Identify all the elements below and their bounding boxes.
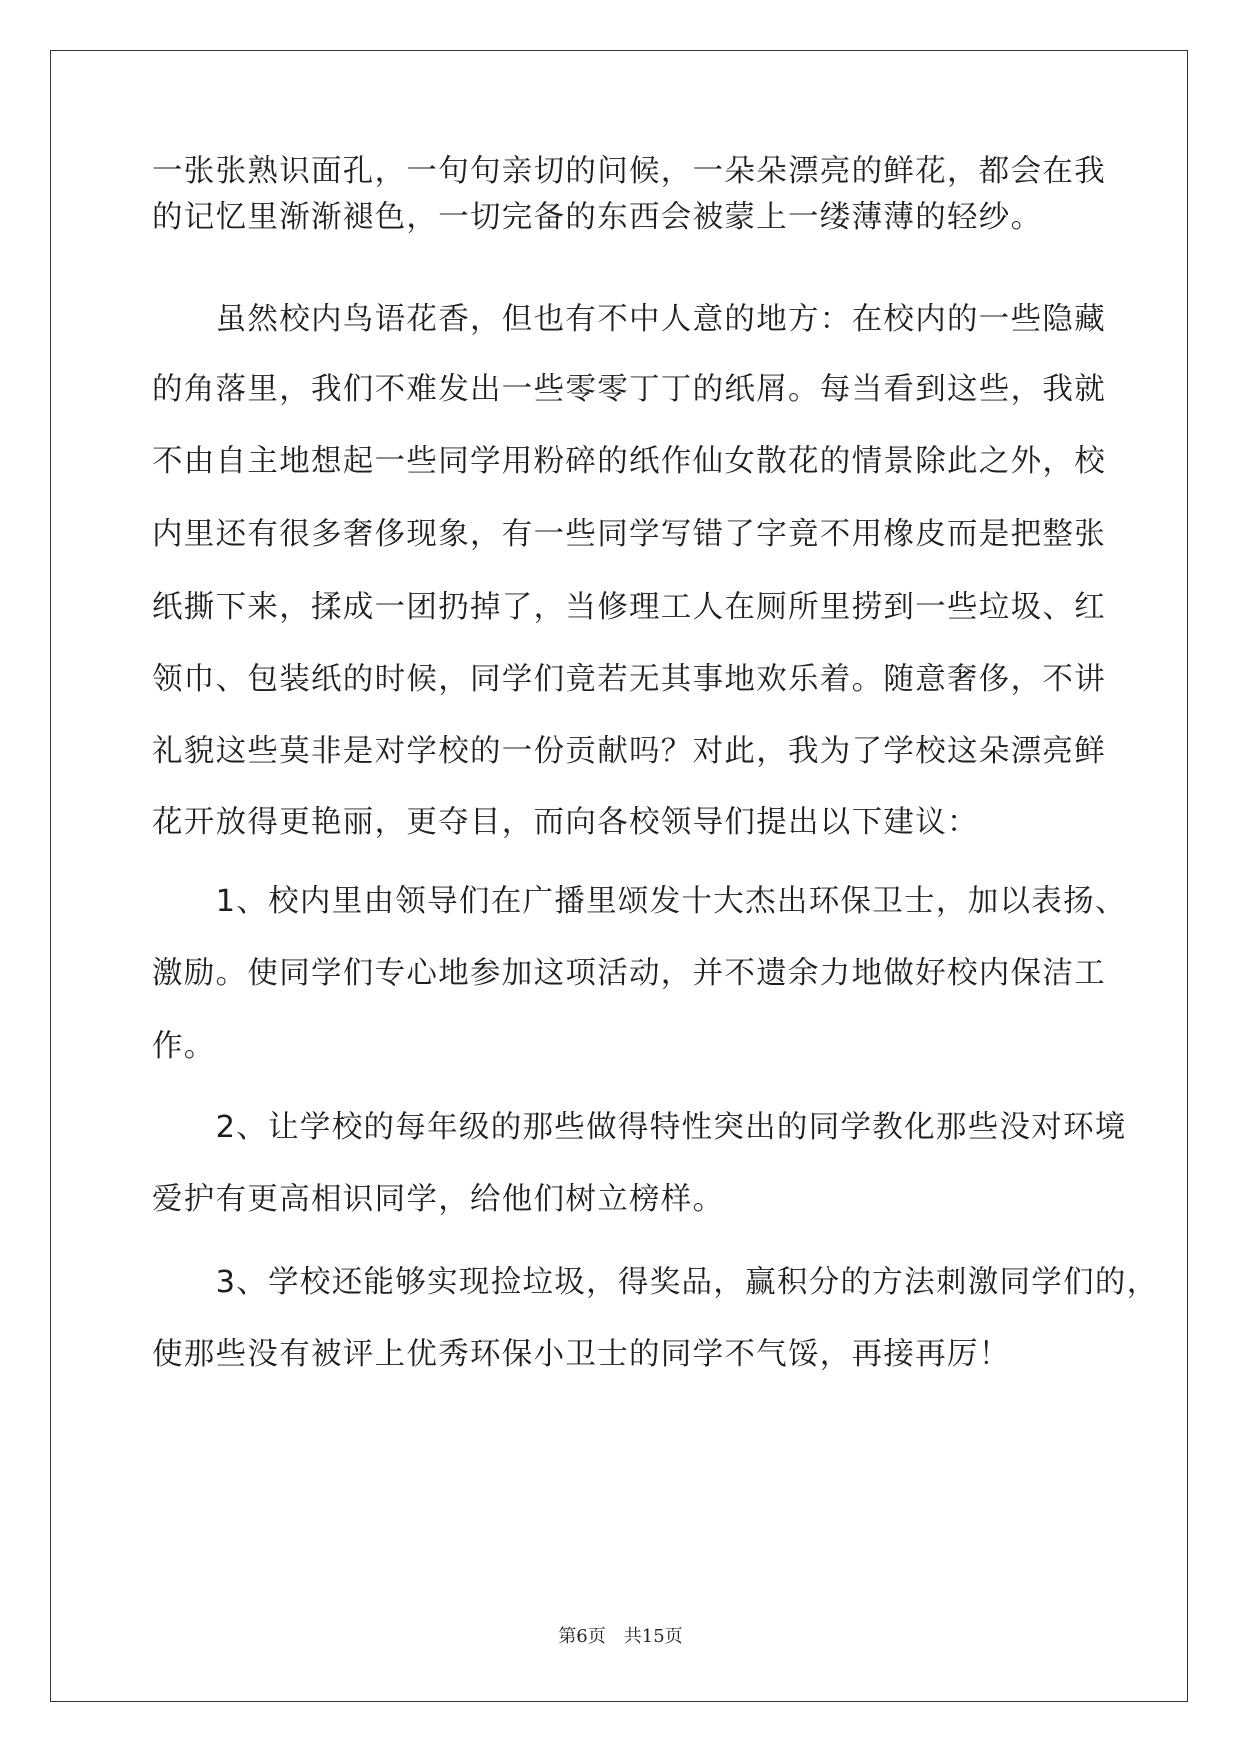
text-line: 纸撕下来，揉成一团扔掉了，当修理工人在厕所里捞到一些垃圾、红	[152, 590, 1106, 625]
text-line: 虽然校内鸟语花香，但也有不中人意的地方：在校内的一些隐藏	[152, 302, 1106, 337]
text-line: 领巾、包装纸的时候，同学们竟若无其事地欢乐着。随意奢侈，不讲	[152, 662, 1106, 697]
page-border	[50, 50, 1188, 1702]
text-line: 使那些没有被评上优秀环保小卫士的同学不气馁，再接再厉！	[152, 1337, 1011, 1372]
text-line: 一张张熟识面孔，一句句亲切的问候，一朵朵漂亮的鲜花，都会在我	[152, 154, 1106, 189]
text-line: 作。	[152, 1029, 216, 1064]
text-line: 花开放得更艳丽，更夺目，而向各校领导们提出以下建议：	[152, 805, 979, 840]
text-line: 礼貌这些莫非是对学校的一份贡献吗？对此，我为了学校这朵漂亮鲜	[152, 734, 1106, 769]
text-line: 内里还有很多奢侈现象，有一些同学写错了字竟不用橡皮而是把整张	[152, 517, 1106, 552]
text-line: 爱护有更高相识同学，给他们树立榜样。	[152, 1182, 725, 1217]
text-line: 3、学校还能够实现捡垃圾，得奖品，赢积分的方法刺激同学们的，	[152, 1265, 1159, 1300]
page-number: 第6页 共15页	[558, 1626, 683, 1647]
text-line: 不由自主地想起一些同学用粉碎的纸作仙女散花的情景除此之外，校	[152, 444, 1106, 479]
text-line: 2、让学校的每年级的那些做得特性突出的同学教化那些没对环境	[152, 1110, 1127, 1145]
text-line: 激励。使同学们专心地参加这项活动，并不遗余力地做好校内保洁工	[152, 956, 1106, 991]
text-line: 的记忆里渐渐褪色，一切完备的东西会被蒙上一缕薄薄的轻纱。	[152, 200, 1043, 235]
text-line: 的角落里，我们不难发出一些零零丁丁的纸屑。每当看到这些，我就	[152, 372, 1106, 407]
text-line: 1、校内里由领导们在广播里颂发十大杰出环保卫士，加以表扬、	[152, 884, 1127, 919]
